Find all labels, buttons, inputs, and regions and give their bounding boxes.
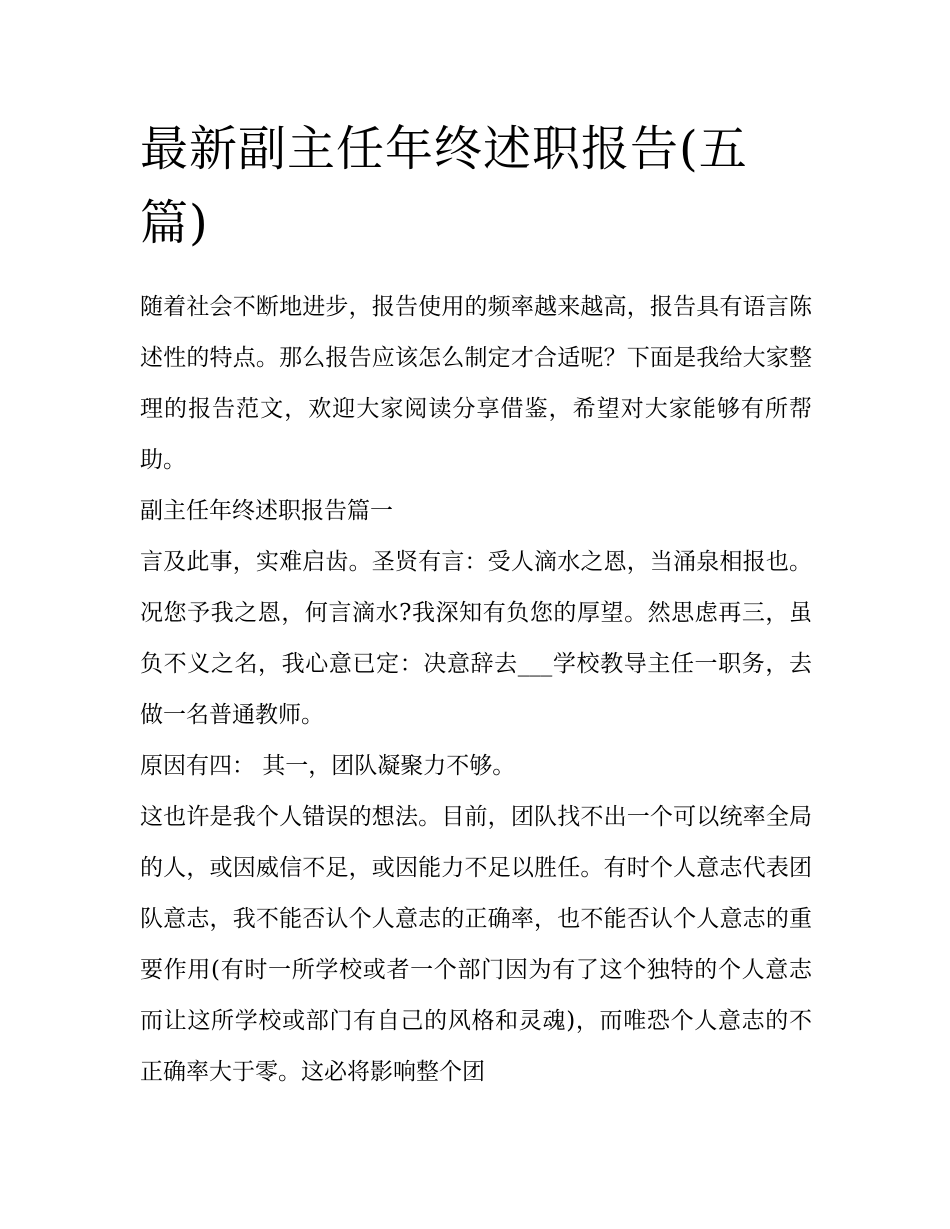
body-paragraph: 这也许是我个人错误的想法。目前，团队找不出一个可以统率全局的人，或因威信不足，或因能力不足以胜任。有时个人意志代表团队意志，我不能否认个人意志的正确率，也不能否认个人意志的重要作用(有时一所学校或者一个部门因为有了这个独特的个人意志而让这所学校或部门有自己的风格和灵魂)，而唯恐个人意志的不正确率大于零。这必将影响整个团 — [140, 804, 812, 1085]
intro-paragraph: 随着社会不断地进步，报告使用的频率越来越高，报告具有语言陈述性的特点。那么报告应该怎么制定才合适呢？下面是我给大家整理的报告范文，欢迎大家阅读分享借鉴，希望对大家能够有所帮助。 — [140, 294, 812, 473]
body-paragraph: 言及此事，实难启齿。圣贤有言：受人滴水之恩，当涌泉相报也。况您予我之恩，何言滴水?我深知有负您的厚望。然思虑再三，虽负不义之名，我心意已定：决意辞去___学校教导主任一职务，去做一名普通教师。 — [140, 549, 812, 728]
document-title: 最新副主任年终述职报告(五篇) — [140, 121, 748, 251]
reasons-heading: 原因有四： 其一，团队凝聚力不够。 — [140, 753, 516, 779]
section-heading: 副主任年终述职报告篇一 — [140, 498, 393, 524]
document-body — [140, 282, 812, 1098]
